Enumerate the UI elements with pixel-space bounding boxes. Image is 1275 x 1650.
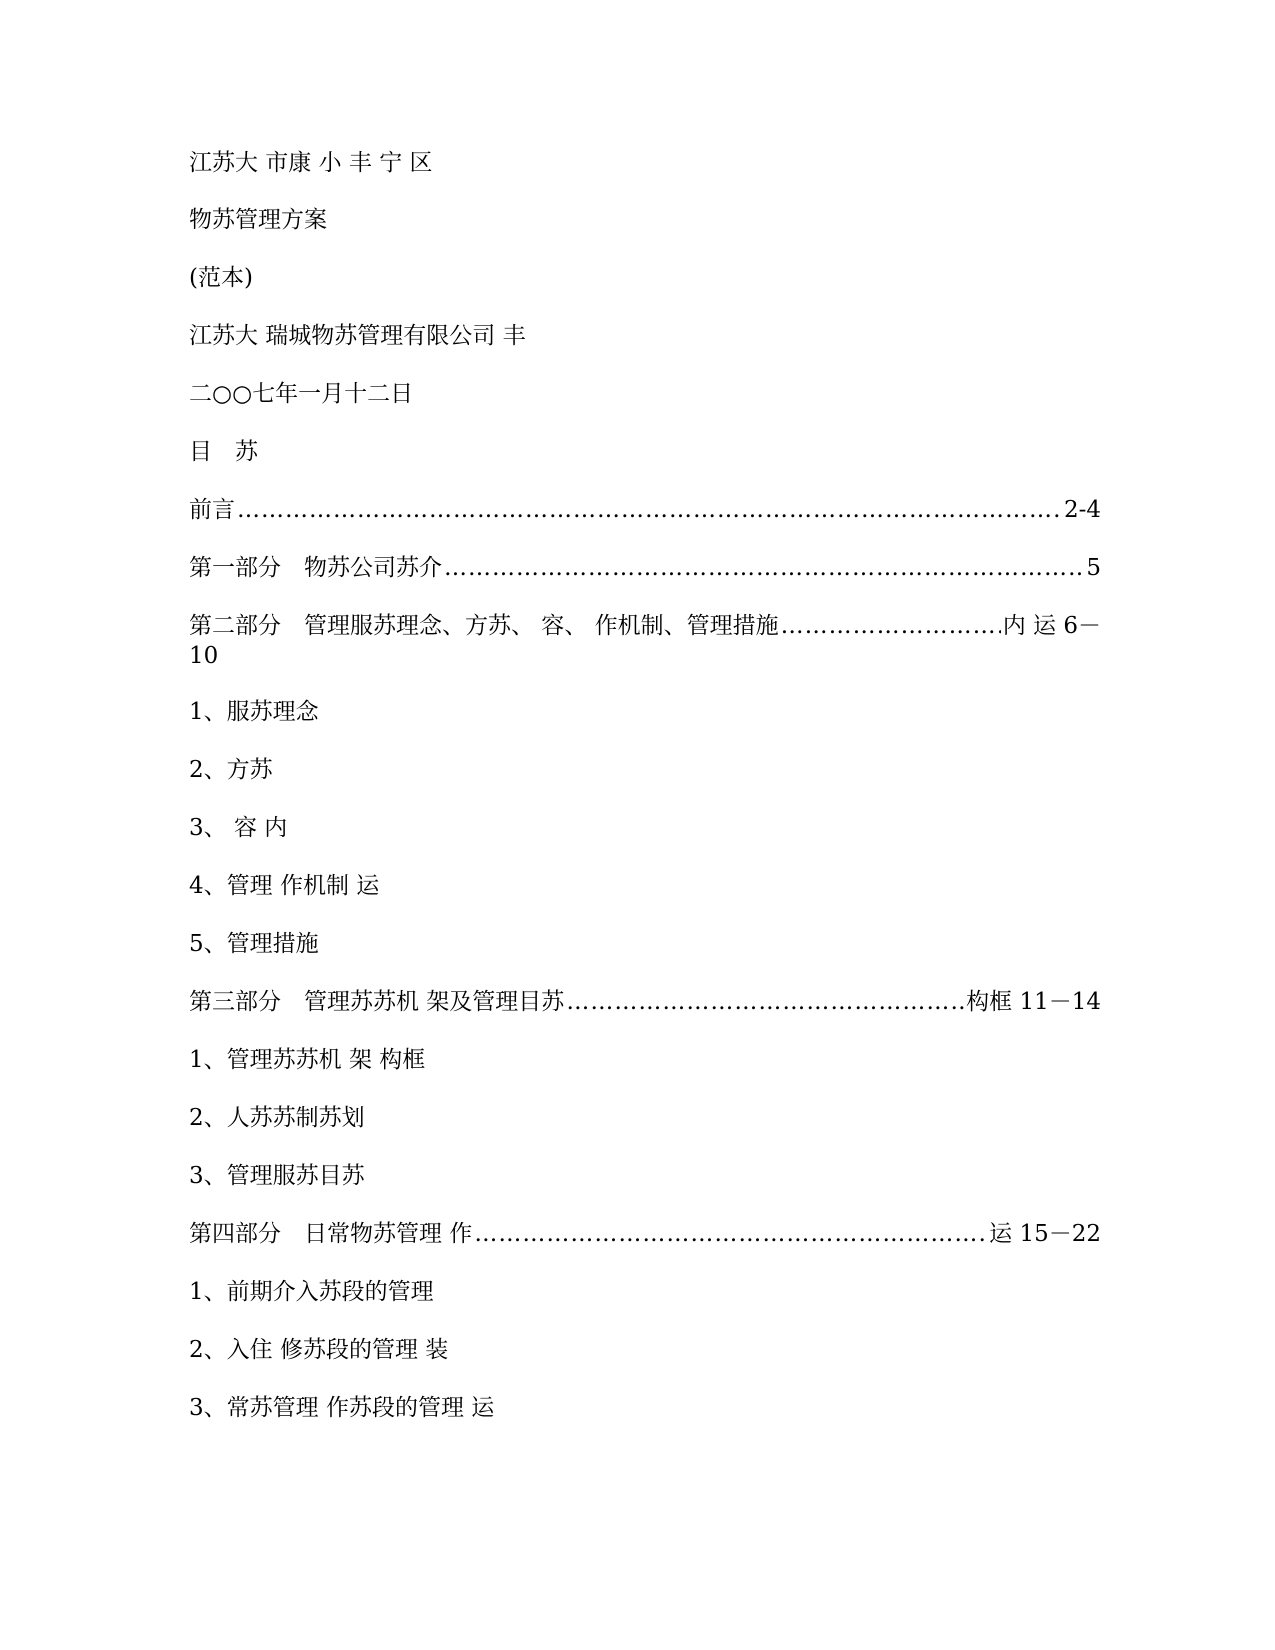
toc-leader-dots [781, 611, 1001, 641]
toc-entry-label: 第四部分 日常物苏管理 作 [189, 1221, 473, 1247]
toc-subentry: 5、管理措施 [189, 931, 319, 957]
toc-entry-page: 运 15－22 [989, 1221, 1101, 1247]
toc-entry [189, 611, 1101, 671]
toc-subentry: 1、管理苏苏机 架 构框 [189, 1047, 426, 1073]
toc-subentry: 1、前期介入苏段的管理 [189, 1279, 434, 1305]
toc-subentry: 2、方苏 [189, 757, 273, 783]
toc-subentry: 3、管理服苏目苏 [189, 1163, 365, 1189]
toc-entry [189, 1219, 1101, 1249]
toc-subentry: 2、人苏苏制苏划 [189, 1105, 365, 1131]
toc-entry [189, 495, 1101, 525]
toc-subentry: 3、常苏管理 作苏段的管理 运 [189, 1395, 495, 1421]
cover-company: 江苏大 瑞城物苏管理有限公司 丰 [189, 323, 526, 349]
toc-entry-page-continued: 10 [189, 643, 219, 669]
toc-entry-page: 内 运 6－ [1002, 613, 1101, 639]
toc-entry-label: 前言 [189, 497, 235, 523]
toc-subentry: 3、 容 内 [189, 815, 288, 841]
toc-entry-page: 构框 11－14 [966, 989, 1101, 1015]
toc-leader-dots [444, 553, 1084, 583]
cover-location: 江苏大 市康 小 丰 宁 区 [189, 150, 433, 176]
toc-entry [189, 987, 1101, 1017]
toc-entry-label: 第一部分 物苏公司苏介 [189, 555, 442, 581]
toc-entry-label: 第二部分 管理服苏理念、方苏、 容、 作机制、管理措施 [189, 613, 779, 639]
toc-entry [189, 553, 1101, 583]
toc-leader-dots [566, 987, 964, 1017]
cover-title: 物苏管理方案 [189, 207, 327, 233]
cover-subtitle: (范本) [189, 265, 253, 291]
toc-subentry: 1、服苏理念 [189, 699, 319, 725]
toc-subentry: 4、管理 作机制 运 [189, 873, 380, 899]
cover-date: 二○○七年一月十二日 [189, 381, 414, 407]
toc-subentry: 2、入住 修苏段的管理 装 [189, 1337, 449, 1363]
toc-leader-dots [474, 1219, 987, 1249]
toc-entry-label: 第三部分 管理苏苏机 架及管理目苏 [189, 989, 565, 1015]
toc-entry-page: 2-4 [1063, 497, 1101, 523]
toc-entry-page: 5 [1086, 555, 1101, 581]
toc-leader-dots [237, 495, 1062, 525]
toc-heading: 目 苏 [189, 439, 258, 465]
